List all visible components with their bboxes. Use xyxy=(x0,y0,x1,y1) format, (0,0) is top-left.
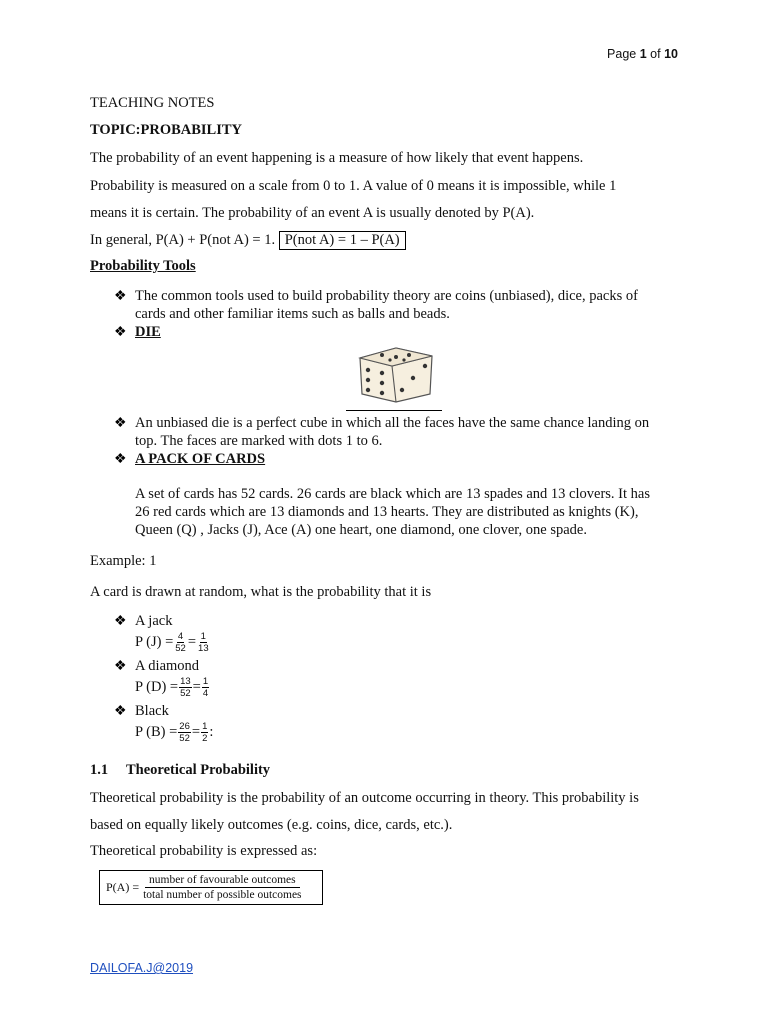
bullet-text: cards and other familiar items such as balls and beads. xyxy=(135,306,450,322)
paragraph: Theoretical probability is the probability of an outcome occurring in theory. This probability is xyxy=(90,790,639,806)
paragraph: Theoretical probability is expressed as: xyxy=(90,843,318,859)
footer-link[interactable]: DAILOFA.J@2019 xyxy=(90,961,194,975)
formula-lhs: P(A) = xyxy=(106,880,140,894)
formula-denominator: total number of possible outcomes xyxy=(143,889,302,901)
example-question: A card is drawn at random, what is the probability that it is xyxy=(90,584,432,600)
page-number: Page 1 of 10 xyxy=(607,47,678,61)
bullet-icon: ❖ xyxy=(114,289,127,304)
section-heading-tools: Probability Tools xyxy=(90,258,196,274)
bullet-icon: ❖ xyxy=(114,614,127,629)
bullet-text: An unbiased die is a perfect cube in which all the faces have the same chance landing on xyxy=(135,415,650,431)
general-formula xyxy=(90,232,406,249)
theoretical-formula-box xyxy=(99,870,323,905)
paragraph: based on equally likely outcomes (e.g. coins, dice, cards, etc.). xyxy=(90,817,453,833)
formula-fraction xyxy=(143,873,301,902)
example-formula: P (B) = $\frac{26}{52}$ = $\frac{1}{2}$ : xyxy=(135,721,214,744)
cards-text: A set of cards has 52 cards. 26 cards are black which are 13 spades and 13 clovers. It has xyxy=(135,486,650,502)
example-label: Example: 1 xyxy=(90,553,157,569)
formula-lead: In general, P(A) + P(not A) = 1. xyxy=(90,232,276,248)
example-item-label: A diamond xyxy=(135,658,200,674)
bullet-icon: ❖ xyxy=(114,452,127,467)
cards-text: 26 red cards which are 13 diamonds and 13 hearts. They are distributed as knights (K), xyxy=(135,504,639,520)
divider xyxy=(346,410,442,411)
example-formula: P (D) = $\frac{13}{52}$ = $\frac{1}{4}$ xyxy=(135,676,209,699)
die-icon xyxy=(352,344,438,404)
formula-numerator: number of favourable outcomes xyxy=(145,873,300,888)
cards-text: Queen (Q) , Jacks (J), Ace (A) one heart, one diamond, one clover, one spade. xyxy=(135,522,587,538)
boxed-formula: P(not A) = 1 – P(A) xyxy=(279,231,406,250)
section-number: 1.1 xyxy=(90,762,109,778)
example-item-label: Black xyxy=(135,703,169,719)
doc-label: TEACHING NOTES xyxy=(90,95,215,111)
example-formula: P (J) = $\frac{4}{52}$ = $\frac{1}{13}$ xyxy=(135,631,209,654)
die-heading: DIE xyxy=(135,324,161,340)
topic-heading: TOPIC:PROBABILITY xyxy=(90,122,243,138)
cards-heading: A PACK OF CARDS xyxy=(135,451,266,467)
bullet-icon: ❖ xyxy=(114,416,127,431)
bullet-icon: ❖ xyxy=(114,704,127,719)
paragraph: means it is certain. The probability of an event A is usually denoted by P(A). xyxy=(90,205,535,221)
paragraph: Probability is measured on a scale from 0 to 1. A value of 0 means it is impossible, while 1 xyxy=(90,178,617,194)
paragraph: The probability of an event happening is a measure of how likely that event happens. xyxy=(90,150,584,166)
bullet-text: top. The faces are marked with dots 1 to 6. xyxy=(135,433,383,449)
section-title: Theoretical Probability xyxy=(126,762,271,778)
bullet-icon: ❖ xyxy=(114,325,127,340)
bullet-icon: ❖ xyxy=(114,659,127,674)
bullet-text: The common tools used to build probability theory are coins (unbiased), dice, packs of xyxy=(135,288,638,304)
example-item-label: A jack xyxy=(135,613,173,629)
